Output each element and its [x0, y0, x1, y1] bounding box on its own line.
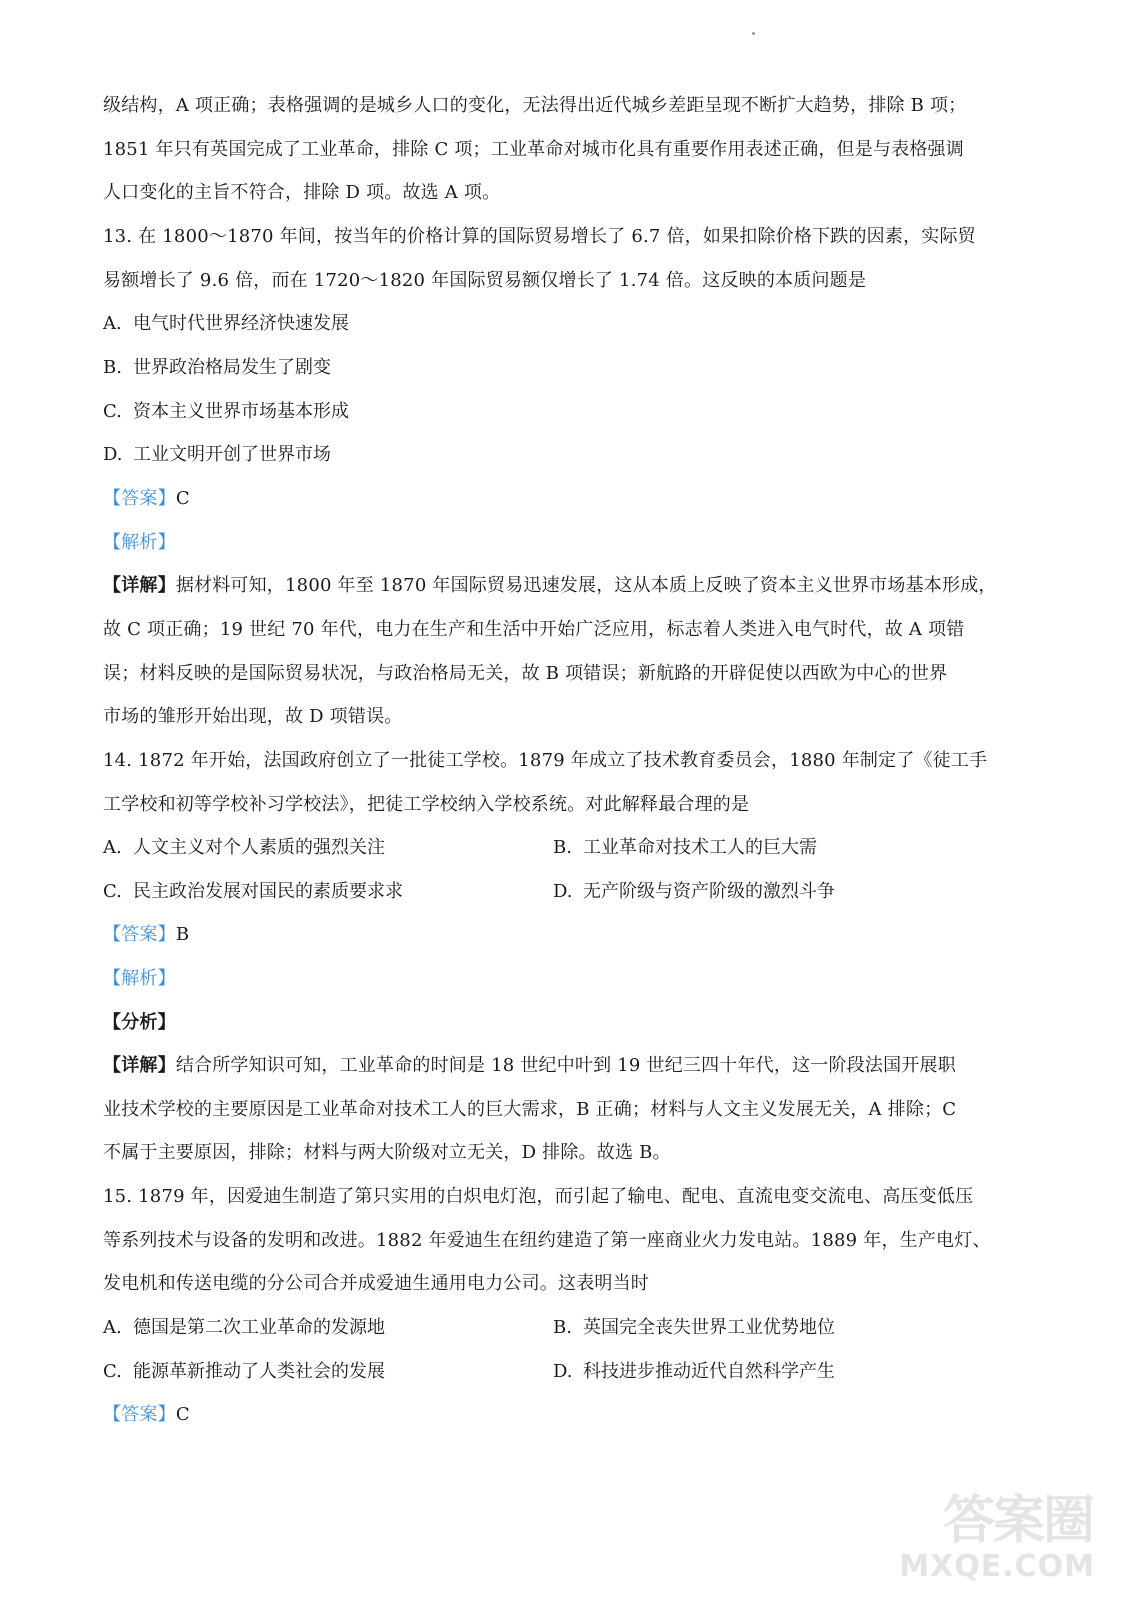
q13-detail-line-1: 【详解】据材料可知，1800 年至 1870 年国际贸易迅速发展，这从本质上反映了资本主义世界市场基本形成， — [103, 575, 997, 596]
q13-stem-line-2: 易额增长了 9.6 倍，而在 1720～1820 年国际贸易额仅增长了 1.74 倍。这反映的本质问题是 — [103, 270, 867, 291]
carryover-line-1: 级结构，A 项正确；表格强调的是城乡人口的变化，无法得出近代城乡差距呈现不断扩大趋势，排除 B 项； — [103, 95, 967, 116]
q13-detail-line-4: 市场的雏形开始出现，故 D 项错误。 — [103, 706, 403, 727]
answer-value: B — [175, 924, 190, 945]
q13-option-a: A. 电气时代世界经济快速发展 — [103, 313, 349, 334]
answer-tag: 【答案】 — [103, 924, 176, 945]
q15-option-c: C. 能源革新推动了人类社会的发展 — [103, 1361, 385, 1382]
q14-option-a: A. 人文主义对个人素质的强烈关注 — [103, 837, 385, 858]
q14-option-d: D. 无产阶级与资产阶级的激烈斗争 — [553, 881, 835, 902]
carryover-line-2: 1851 年只有英国完成了工业革命，排除 C 项；工业革命对城市化具有重要作用表述正确，但是与表格强调 — [103, 139, 964, 160]
q15-stem-line-3: 发电机和传送电缆的分公司合并成爱迪生通用电力公司。这表明当时 — [103, 1273, 649, 1294]
q14-detail-line-1: 【详解】结合所学知识可知，工业革命的时间是 18 世纪中叶到 19 世纪三四十年代，这一阶段法国开展职 — [103, 1055, 956, 1076]
q14-stem-line-2: 工学校和初等学校补习学校法》，把徒工学校纳入学校系统。对此解释最合理的是 — [103, 794, 750, 815]
q13-option-c: C. 资本主义世界市场基本形成 — [103, 401, 349, 422]
answer-tag: 【答案】 — [103, 488, 176, 509]
q13-option-d: D. 工业文明开创了世界市场 — [103, 444, 331, 465]
q15-option-d: D. 科技进步推动近代自然科学产生 — [553, 1361, 835, 1382]
detail-tag: 【详解】 — [103, 1055, 176, 1076]
q13-analysis-tag: 【解析】 — [103, 532, 176, 553]
carryover-line-3: 人口变化的主旨不符合，排除 D 项。故选 A 项。 — [103, 182, 501, 203]
answer-tag: 【答案】 — [103, 1404, 176, 1425]
q14-option-b: B. 工业革命对技术工人的巨大需 — [553, 837, 817, 858]
q14-stem-line-1: 14. 1872 年开始，法国政府创立了一批徒工学校。1879 年成立了技术教育委员会，1880 年制定了《徒工手 — [103, 750, 988, 771]
q13-answer — [103, 487, 1023, 511]
watermark-url: MXQE.COM — [899, 1549, 1095, 1584]
watermark-logo-text: 答案圈 — [942, 1491, 1093, 1551]
answer-value: C — [175, 488, 190, 509]
q14-detail-line-3: 不属于主要原因，排除；材料与两大阶级对立无关，D 排除。故选 B。 — [103, 1142, 671, 1163]
answer-value: C — [175, 1404, 190, 1425]
q14-detail-line-2: 业技术学校的主要原因是工业革命对技术工人的巨大需求，B 正确；材料与人文主义发展无关，A 排除；C — [103, 1099, 957, 1120]
q15-stem-line-2: 等系列技术与设备的发明和改进。1882 年爱迪生在纽约建造了第一座商业火力发电站。1889 年，生产电灯、 — [103, 1230, 991, 1251]
q15-option-a: A. 德国是第二次工业革命的发源地 — [103, 1317, 385, 1338]
q14-option-c: C. 民主政治发展对国民的素质要求求 — [103, 881, 403, 902]
q14-analysis-tag: 【解析】 — [103, 968, 176, 989]
scan-speck — [752, 32, 755, 35]
q15-stem-line-1: 15. 1879 年，因爱迪生制造了第只实用的白炽电灯泡，而引起了输电、配电、直流电变交流电、高压变低压 — [103, 1186, 974, 1207]
q14-answer — [103, 923, 1023, 947]
q15-answer — [103, 1403, 1023, 1427]
detail-tag: 【详解】 — [103, 575, 176, 596]
q14-fenxi-tag: 【分析】 — [103, 1012, 176, 1033]
q13-detail-line-2: 故 C 项正确；19 世纪 70 年代，电力在生产和生活中开始广泛应用，标志着人类进入电气时代，故 A 项错 — [103, 619, 965, 640]
q13-stem-line-1: 13. 在 1800～1870 年间，按当年的价格计算的国际贸易增长了 6.7 倍，如果扣除价格下跌的因素，实际贸 — [103, 226, 976, 247]
q13-option-b: B. 世界政治格局发生了剧变 — [103, 357, 331, 378]
watermark-logo-icon — [899, 1478, 1101, 1588]
q13-detail-line-3: 误；材料反映的是国际贸易状况，与政治格局无关，故 B 项错误；新航路的开辟促使以西欧为中心的世界 — [103, 663, 948, 684]
q15-option-b: B. 英国完全丧失世界工业优势地位 — [553, 1317, 835, 1338]
